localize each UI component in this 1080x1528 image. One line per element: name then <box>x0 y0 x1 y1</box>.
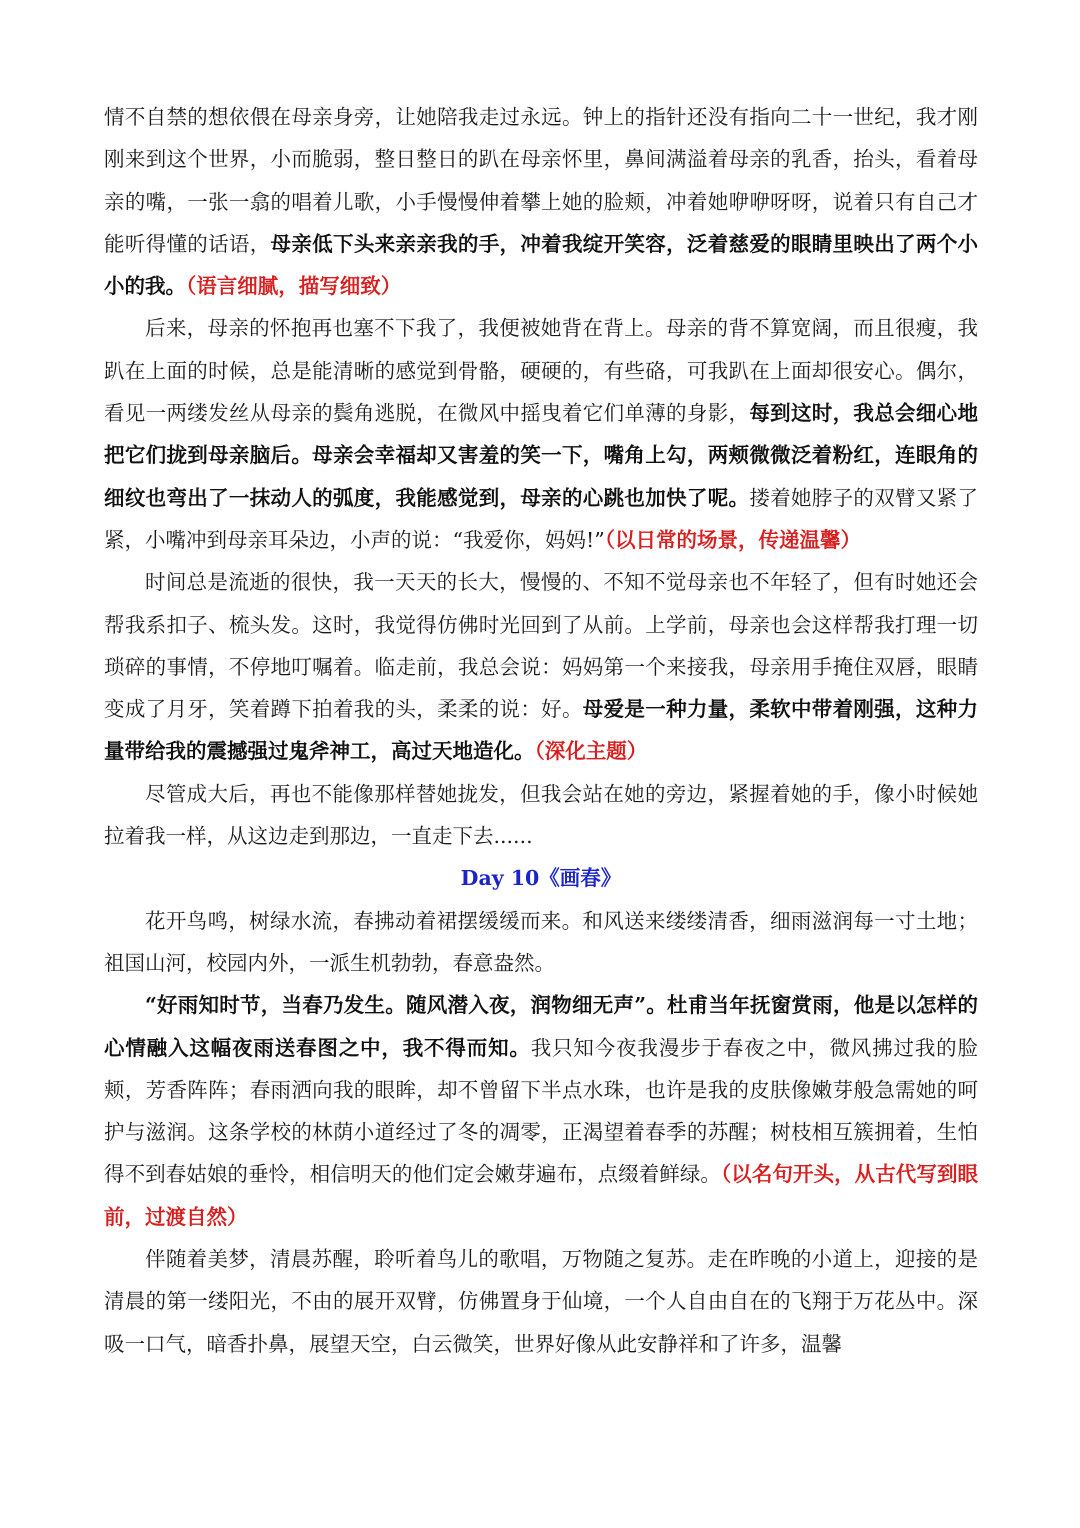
essay-body <box>104 96 978 1365</box>
paragraph-3 <box>104 561 978 772</box>
body-text: 搂着她脖子的双臂又紧了紧，小嘴冲到母亲耳朵边，小声的说：“我爱你，妈妈!” <box>104 485 978 552</box>
paragraph-2 <box>104 307 978 561</box>
bold-highlight: “好雨知时节，当春乃发生。随风潜入夜，润物细无声”。杜甫当年抚窗赏雨，他是以怎样的心情融入这幅夜雨送春图之中，我不得而知。 <box>104 993 978 1060</box>
bold-highlight: 母爱是一种力量，柔软中带着刚强，这种力量带给我的震撼强过鬼斧神工，高过天地造化。 <box>104 697 979 764</box>
paragraph-4 <box>104 773 978 858</box>
comment-annotation: （以名句开头，从古代写到眼前，过渡自然） <box>104 1162 979 1229</box>
comment-annotation: （以日常的场景，传递温馨） <box>604 527 861 552</box>
section-title: Day 10《画春》 <box>460 866 622 891</box>
comment-annotation: （深化主题） <box>534 739 648 764</box>
comment-annotation: （语言细腻，描写细致） <box>186 274 402 299</box>
paragraph-1 <box>104 96 978 307</box>
body-text: 情不自禁的想依偎在母亲身旁，让她陪我走过永远。钟上的指针还没有指向二十一世纪，我才刚刚来到这个世界，小而脆弱，整日整日的趴在母亲怀里，鼻间满溢着母亲的乳香，抬头，看着母亲的嘴，一张一翕的唱着儿歌，小手慢慢伸着攀上她的脸颊，冲着她咿咿呀呀，说着只有自己才能听得懂的话语， <box>104 105 978 256</box>
bold-highlight: 每到这时，我总会细心地把它们拢到母亲脑后。母亲会幸福却又害羞的笑一下，嘴角上勾，两颊微微泛着粉红，连眼角的细纹也弯出了一抹动人的弧度，我能感觉到，母亲的心跳也加快了呢。 <box>104 401 978 510</box>
bold-highlight: 母亲低下头来亲亲我的手，冲着我绽开笑容，泛着慈爱的眼睛里映出了两个小小的我。 <box>104 231 979 299</box>
paragraph-5 <box>104 900 978 985</box>
paragraph-7 <box>104 1238 978 1365</box>
body-text: 后来，母亲的怀抱再也塞不下我了，我便被她背在背上。母亲的背不算宽阔，而且很瘦，我趴在上面的时候，总是能清晰的感觉到骨骼，硬硬的，有些硌，可我趴在上面却很安心。偶尔，看见一两缕发丝从母亲的鬓角逃脱，在微风中摇曳着它们单薄的身影， <box>104 316 978 426</box>
body-text: 花开鸟鸣，树绿水流，春拂动着裙摆缓缓而来。和风送来缕缕清香，细雨滋润每一寸土地；祖国山河，校园内外，一派生机勃勃，春意盎然。 <box>104 908 978 975</box>
body-text: 时间总是流逝的很快，我一天天的长大，慢慢的、不知不觉母亲也不年轻了，但有时她还会帮我系扣子、梳头发。这时，我觉得仿佛时光回到了从前。上学前，母亲也会这样帮我打理一切琐碎的事情，不停地叮嘱着。临走前，我总会说：妈妈第一个来接我，母亲用手掩住双唇，眼睛变成了月牙，笑着蹲下拍着我的头，柔柔的说：好。 <box>104 570 978 722</box>
body-text: 伴随着美梦，清晨苏醒，聆听着鸟儿的歌唱，万物随之复苏。走在昨晚的小道上，迎接的是清晨的第一缕阳光，不由的展开双臂，仿佛置身于仙境，一个人自由自在的飞翔于万花丛中。深吸一口气，暗香扑鼻，展望天空，白云微笑，世界好像从此安静祥和了许多，温馨 <box>104 1247 978 1356</box>
paragraph-6 <box>104 984 978 1238</box>
body-text: 我只知今夜我漫步于春夜之中，微风拂过我的脸颊，芳香阵阵；春雨洒向我的眼眸，却不曾留下半点水珠，也许是我的皮肤像嫩芽般急需她的呵护与滋润。这条学校的林荫小道经过了冬的凋零，正渴望着春季的苏醒；树枝相互簇拥着，生怕得不到春姑娘的垂怜，相信明天的他们定会嫩芽遍布，点缀着鲜绿。 <box>104 1035 978 1187</box>
body-text: 尽管成大后，再也不能像那样替她拢发，但我会站在她的旁边，紧握着她的手，像小时候她拉着我一样，从这边走到那边，一直走下去...... <box>104 781 978 849</box>
